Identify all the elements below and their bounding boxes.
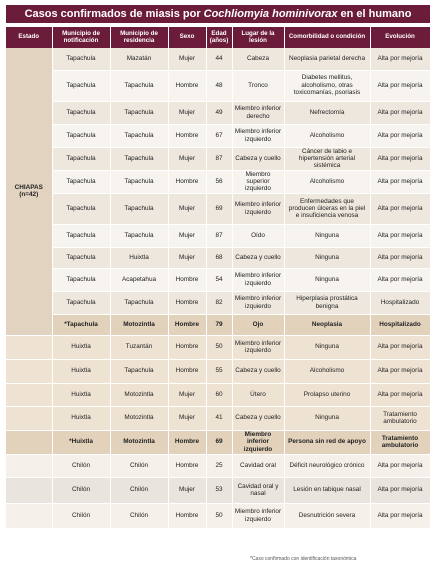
evolucion-cell: Alta por mejoría xyxy=(370,268,430,291)
municipio-notificacion-cell: Huixtla xyxy=(52,335,110,359)
table-row xyxy=(6,147,430,170)
municipio-notificacion-cell: Tapachula xyxy=(52,193,110,224)
state-cell-empty xyxy=(6,406,52,430)
lugar-lesion-cell: Miembro inferior derecho xyxy=(232,101,284,124)
sexo-cell: Hombre xyxy=(168,124,206,147)
edad-cell: 68 xyxy=(206,247,232,268)
state-cell-empty xyxy=(6,477,52,503)
header-municipio-residencia: Municipio de residencia xyxy=(110,27,168,48)
sexo-cell: Mujer xyxy=(168,383,206,406)
header-estado: Estado xyxy=(6,27,52,48)
evolucion-cell: Alta por mejoría xyxy=(370,48,430,70)
evolucion-cell: Alta por mejoría xyxy=(370,224,430,247)
municipio-residencia-cell: Motozintla xyxy=(110,383,168,406)
sexo-cell: Hombre xyxy=(168,503,206,528)
header-lugar-lesion: Lugar de la lesión xyxy=(232,27,284,48)
table-row xyxy=(6,335,430,359)
sexo-cell: Mujer xyxy=(168,224,206,247)
table-row xyxy=(6,406,430,430)
evolucion-cell: Alta por mejoría xyxy=(370,383,430,406)
sexo-cell: Hombre xyxy=(168,170,206,193)
sexo-cell: Hombre xyxy=(168,291,206,314)
municipio-residencia-cell: Huixtla xyxy=(110,247,168,268)
state-cell-empty xyxy=(6,383,52,406)
sexo-cell: Hombre xyxy=(168,314,206,335)
comorbilidad-cell: Prolapso uterino xyxy=(284,383,370,406)
municipio-residencia-cell: Chilón xyxy=(110,503,168,528)
state-cell-empty xyxy=(6,503,52,528)
sexo-cell: Hombre xyxy=(168,454,206,477)
evolucion-cell: Alta por mejoría xyxy=(370,477,430,503)
municipio-residencia-cell: Motozintla xyxy=(110,430,168,454)
evolucion-cell: Alta por mejoría xyxy=(370,335,430,359)
table-row xyxy=(6,247,430,268)
edad-cell: 87 xyxy=(206,224,232,247)
header-sexo: Sexo xyxy=(168,27,206,48)
municipio-notificacion-cell: Huixtla xyxy=(52,406,110,430)
comorbilidad-cell: Ninguna xyxy=(284,335,370,359)
footnote: *Caso confirmado con identificación taxonómica xyxy=(250,556,357,562)
header-comorbilidad: Comorbilidad o condición xyxy=(284,27,370,48)
comorbilidad-cell: Déficit neurológico crónico xyxy=(284,454,370,477)
sexo-cell: Hombre xyxy=(168,430,206,454)
table-row xyxy=(6,477,430,503)
edad-cell: 79 xyxy=(206,314,232,335)
lugar-lesion-cell: Miembro inferior izquierdo xyxy=(232,503,284,528)
table-row xyxy=(6,101,430,124)
comorbilidad-cell: Nefrectomía xyxy=(284,101,370,124)
sexo-cell: Hombre xyxy=(168,359,206,383)
evolucion-cell: Hospitalizado xyxy=(370,291,430,314)
evolucion-cell: Alta por mejoría xyxy=(370,124,430,147)
title-suffix: en el humano xyxy=(340,8,412,20)
lugar-lesion-cell: Oído xyxy=(232,224,284,247)
lugar-lesion-cell: Miembro inferior izquierdo xyxy=(232,335,284,359)
comorbilidad-cell: Neoplasia parietal derecha xyxy=(284,48,370,70)
lugar-lesion-cell: Miembro inferior izquierdo xyxy=(232,193,284,224)
lugar-lesion-cell: Miembro inferior izquierdo xyxy=(232,291,284,314)
evolucion-cell: Tratamiento ambulatorio xyxy=(370,406,430,430)
state-cell-empty xyxy=(6,454,52,477)
municipio-residencia-cell: Motozintla xyxy=(110,406,168,430)
municipio-residencia-cell: Tapachula xyxy=(110,124,168,147)
comorbilidad-cell: Desnutrición severa xyxy=(284,503,370,528)
comorbilidad-cell: Hiperplasia prostática benigna xyxy=(284,291,370,314)
lugar-lesion-cell: Cabeza y cuello xyxy=(232,147,284,170)
header-row xyxy=(6,27,430,48)
edad-cell: 50 xyxy=(206,503,232,528)
edad-cell: 69 xyxy=(206,430,232,454)
municipio-notificacion-cell: Tapachula xyxy=(52,247,110,268)
municipio-residencia-cell: Tapachula xyxy=(110,147,168,170)
sexo-cell: Mujer xyxy=(168,193,206,224)
edad-cell: 60 xyxy=(206,383,232,406)
municipio-notificacion-cell: Tapachula xyxy=(52,291,110,314)
comorbilidad-cell: Diabetes mellitus, alcoholismo, otras toxicomanías, psoriasis xyxy=(284,70,370,101)
state-cell-empty xyxy=(6,335,52,359)
municipio-residencia-cell: Tuzantán xyxy=(110,335,168,359)
comorbilidad-cell: Neoplasia xyxy=(284,314,370,335)
comorbilidad-cell: Alcoholismo xyxy=(284,359,370,383)
municipio-residencia-cell: Chilón xyxy=(110,454,168,477)
evolucion-cell: Alta por mejoría xyxy=(370,193,430,224)
edad-cell: 41 xyxy=(206,406,232,430)
comorbilidad-cell: Ninguna xyxy=(284,247,370,268)
evolucion-cell: Alta por mejoría xyxy=(370,147,430,170)
table-row xyxy=(6,359,430,383)
sexo-cell: Hombre xyxy=(168,335,206,359)
municipio-notificacion-cell: *Tapachula xyxy=(52,314,110,335)
edad-cell: 54 xyxy=(206,268,232,291)
evolucion-cell: Alta por mejoría xyxy=(370,503,430,528)
municipio-residencia-cell: Tapachula xyxy=(110,170,168,193)
comorbilidad-cell: Cáncer de labio e hipertensión arterial sistémica xyxy=(284,147,370,170)
evolucion-cell: Alta por mejoría xyxy=(370,101,430,124)
table-row xyxy=(6,224,430,247)
table-row xyxy=(6,430,430,454)
municipio-residencia-cell: Tapachula xyxy=(110,359,168,383)
edad-cell: 55 xyxy=(206,359,232,383)
lugar-lesion-cell: Miembro inferior izquierdo xyxy=(232,430,284,454)
municipio-residencia-cell: Chilón xyxy=(110,477,168,503)
sexo-cell: Mujer xyxy=(168,406,206,430)
comorbilidad-cell: Alcoholismo xyxy=(284,170,370,193)
municipio-notificacion-cell: Chilón xyxy=(52,454,110,477)
edad-cell: 82 xyxy=(206,291,232,314)
municipio-notificacion-cell: Tapachula xyxy=(52,70,110,101)
state-cell-empty xyxy=(6,359,52,383)
comorbilidad-cell: Persona sin red de apoyo xyxy=(284,430,370,454)
municipio-residencia-cell: Tapachula xyxy=(110,224,168,247)
lugar-lesion-cell: Útero xyxy=(232,383,284,406)
table-row xyxy=(6,170,430,193)
lugar-lesion-cell: Tronco xyxy=(232,70,284,101)
municipio-notificacion-cell: Chilón xyxy=(52,477,110,503)
municipio-notificacion-cell: Tapachula xyxy=(52,48,110,70)
edad-cell: 87 xyxy=(206,147,232,170)
municipio-notificacion-cell: Tapachula xyxy=(52,170,110,193)
edad-cell: 67 xyxy=(206,124,232,147)
lugar-lesion-cell: Cavidad oral y nasal xyxy=(232,477,284,503)
evolucion-cell: Alta por mejoría xyxy=(370,170,430,193)
municipio-residencia-cell: Tapachula xyxy=(110,101,168,124)
comorbilidad-cell: Alcoholismo xyxy=(284,124,370,147)
lugar-lesion-cell: Miembro inferior izquierdo xyxy=(232,268,284,291)
cases-table xyxy=(6,27,431,529)
sexo-cell: Mujer xyxy=(168,101,206,124)
sexo-cell: Hombre xyxy=(168,268,206,291)
municipio-residencia-cell: Acapetahua xyxy=(110,268,168,291)
edad-cell: 49 xyxy=(206,101,232,124)
edad-cell: 50 xyxy=(206,335,232,359)
comorbilidad-cell: Ninguna xyxy=(284,268,370,291)
state-cell-empty xyxy=(6,430,52,454)
lugar-lesion-cell: Cavidad oral xyxy=(232,454,284,477)
sexo-cell: Mujer xyxy=(168,477,206,503)
edad-cell: 53 xyxy=(206,477,232,503)
table-row xyxy=(6,124,430,147)
evolucion-cell: Alta por mejoría xyxy=(370,454,430,477)
table-row xyxy=(6,291,430,314)
header-municipio-notificacion: Municipio de notificación xyxy=(52,27,110,48)
evolucion-cell: Alta por mejoría xyxy=(370,70,430,101)
municipio-notificacion-cell: Tapachula xyxy=(52,268,110,291)
title-prefix: Casos confirmados de miasis por xyxy=(24,8,201,20)
sexo-cell: Mujer xyxy=(168,48,206,70)
municipio-notificacion-cell: Chilón xyxy=(52,503,110,528)
municipio-residencia-cell: Mazatán xyxy=(110,48,168,70)
comorbilidad-cell: Lesión en tabique nasal xyxy=(284,477,370,503)
sexo-cell: Mujer xyxy=(168,147,206,170)
table-title xyxy=(6,5,430,23)
state-cell: CHIAPAS (n=42) xyxy=(6,48,52,335)
lugar-lesion-cell: Ojo xyxy=(232,314,284,335)
header-edad: Edad (años) xyxy=(206,27,232,48)
municipio-residencia-cell: Tapachula xyxy=(110,291,168,314)
table-row xyxy=(6,503,430,528)
municipio-notificacion-cell: Huixtla xyxy=(52,359,110,383)
municipio-notificacion-cell: Huixtla xyxy=(52,383,110,406)
edad-cell: 48 xyxy=(206,70,232,101)
lugar-lesion-cell: Cabeza y cuello xyxy=(232,359,284,383)
lugar-lesion-cell: Cabeza y cuello xyxy=(232,406,284,430)
sexo-cell: Mujer xyxy=(168,247,206,268)
lugar-lesion-cell: Miembro inferior izquierdo xyxy=(232,124,284,147)
edad-cell: 44 xyxy=(206,48,232,70)
municipio-notificacion-cell: Tapachula xyxy=(52,147,110,170)
edad-cell: 56 xyxy=(206,170,232,193)
title-species: Cochliomyia hominivorax xyxy=(203,8,338,20)
municipio-residencia-cell: Tapachula xyxy=(110,70,168,101)
comorbilidad-cell: Ninguna xyxy=(284,406,370,430)
lugar-lesion-cell: Miembro superior izquierdo xyxy=(232,170,284,193)
table-row xyxy=(6,193,430,224)
municipio-notificacion-cell: Tapachula xyxy=(52,101,110,124)
header-evolucion: Evolución xyxy=(370,27,430,48)
table-row xyxy=(6,383,430,406)
evolucion-cell: Hospitalizado xyxy=(370,314,430,335)
sexo-cell: Hombre xyxy=(168,70,206,101)
evolucion-cell: Alta por mejoría xyxy=(370,247,430,268)
comorbilidad-cell: Ninguna xyxy=(284,224,370,247)
edad-cell: 25 xyxy=(206,454,232,477)
table-row xyxy=(6,70,430,101)
municipio-residencia-cell: Tapachula xyxy=(110,193,168,224)
table-row xyxy=(6,48,430,70)
evolucion-cell: Alta por mejoría xyxy=(370,359,430,383)
lugar-lesion-cell: Cabeza y cuello xyxy=(232,247,284,268)
municipio-notificacion-cell: *Huixtla xyxy=(52,430,110,454)
evolucion-cell: Tratamiento ambulatorio xyxy=(370,430,430,454)
table-row xyxy=(6,268,430,291)
municipio-residencia-cell: Motozintla xyxy=(110,314,168,335)
table-row xyxy=(6,454,430,477)
table-row xyxy=(6,314,430,335)
edad-cell: 69 xyxy=(206,193,232,224)
municipio-notificacion-cell: Tapachula xyxy=(52,224,110,247)
comorbilidad-cell: Enfermedades que producen úlceras en la piel e insuficiencia venosa xyxy=(284,193,370,224)
municipio-notificacion-cell: Tapachula xyxy=(52,124,110,147)
lugar-lesion-cell: Cabeza xyxy=(232,48,284,70)
